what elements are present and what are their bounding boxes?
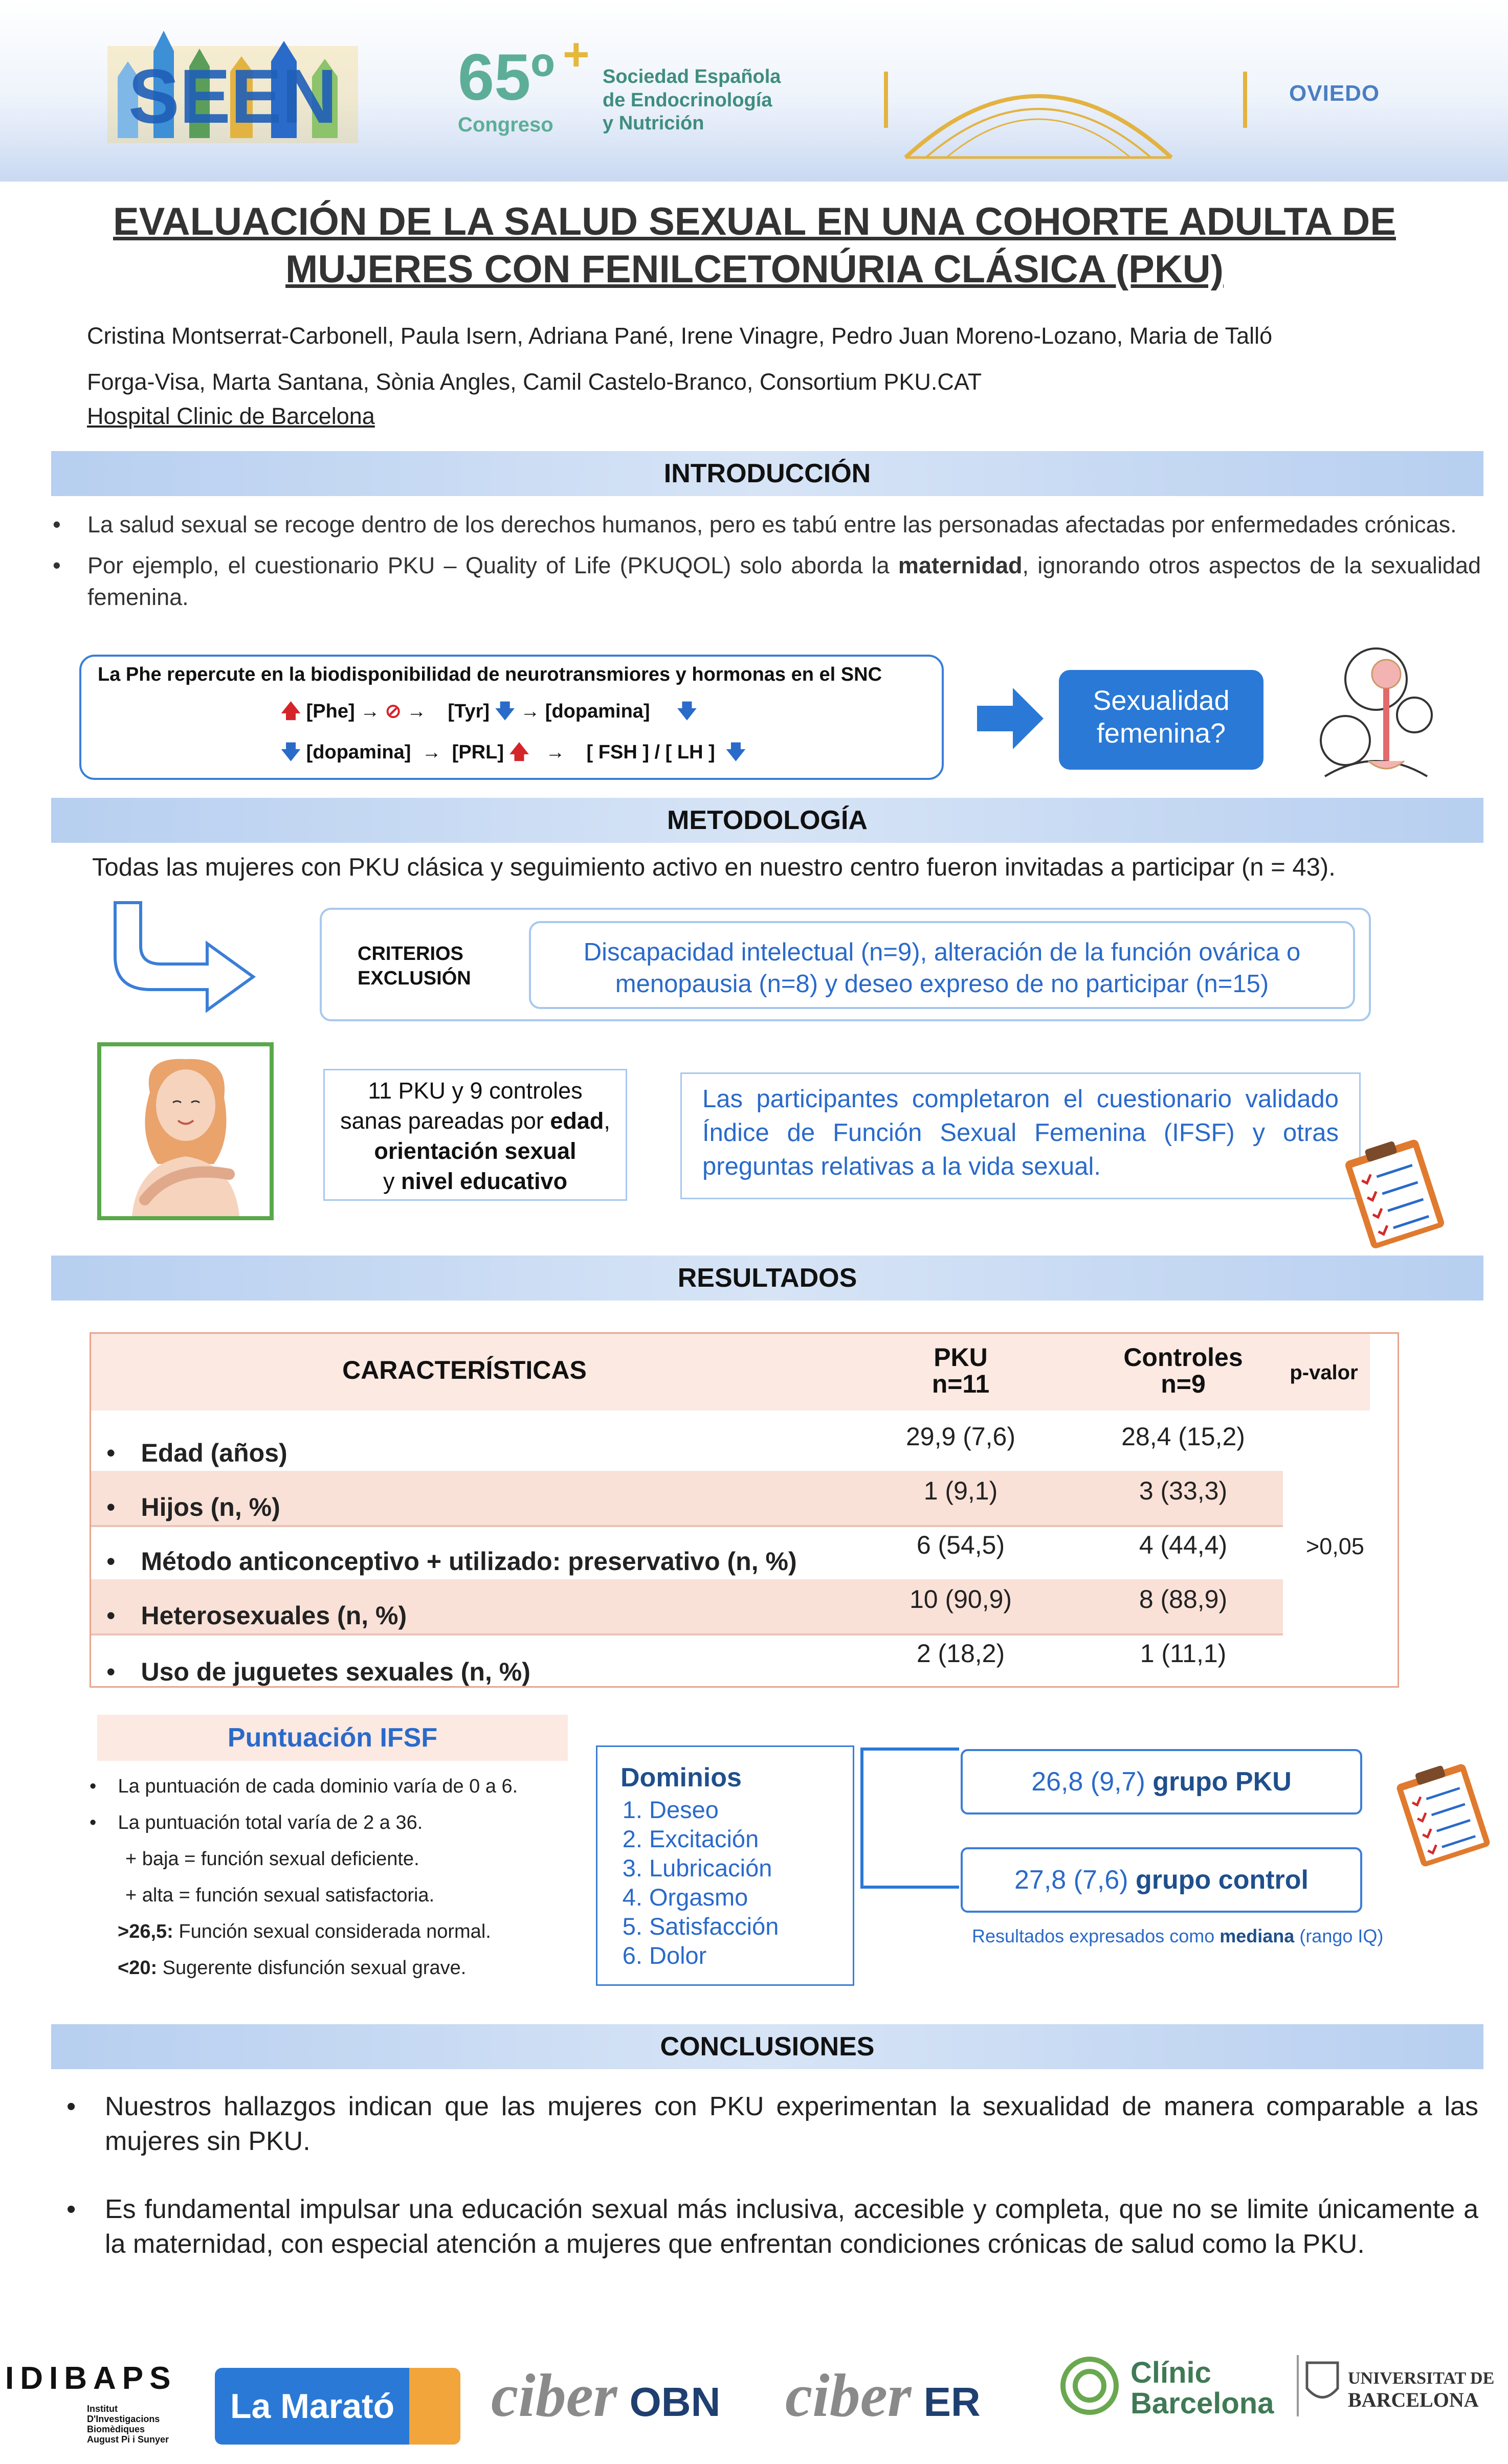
arrow-right-icon: → [520,701,540,722]
list-item: 3. Lubricación [649,1853,853,1883]
results-table [90,1332,1399,1688]
ifsf-description: • La puntuación de cada dominio varía de 0 a 6. • La puntuación total varía de 2 a 36. + baja = función sexual deficiente. + alta = función sexual satisfactoria. >26,5: Función sexual considerada normal. <20: Sugerente disfunción sexual grave. [90,1776,518,1979]
control-score-box: 27,8 (7,6) grupo control [961,1847,1362,1913]
table-row: • Heterosexuales (n, %) 10 (90,9) 8 (88,9) [91,1579,1283,1636]
right-arrow-icon [977,688,1044,749]
idibaps-subtitle: Institut D'Investigacions Biomèdiques August Pi i Sunyer [87,2404,169,2445]
clinic-logo: Clínic Barcelona [1130,2356,1274,2420]
arrow-right-icon: → [407,701,427,722]
list-item: 2. Excitación [649,1824,853,1853]
ciber-obn-logo: ciber OBN [491,2361,721,2429]
intro-bullet: • Por ejemplo, el cuestionario PKU – Quality of Life (PKUQOL) solo aborda la maternidad, ignorando otros aspectos de la sexualidad femenina. [49,550,1481,613]
criteria-label: CRITERIOS EXCLUSIÓN [358,943,471,989]
congreso-number: 65º [458,41,555,114]
section-heading-introduccion: INTRODUCCIÓN [51,451,1483,496]
conclusion-item: • Nuestros hallazgos indican que las mujeres con PKU experimentan la sexualidad de manera comparable a las mujeres sin PKU. [61,2089,1478,2159]
arrow-down-icon: 🡇 [281,742,301,763]
exclusion-text: Discapacidad intelectual (n=9), alteración de la función ovárica o menopausia (n=8) y deseo expreso de no participar (n=15) [529,921,1355,1009]
woman-hugging-icon [101,1046,270,1216]
col-header-controls: Controles n=9 [1123,1343,1243,1398]
conclusions [61,2089,1478,2295]
pku-score-box: 26,8 (9,7) grupo PKU [961,1749,1362,1815]
domains-title: Dominios [620,1763,742,1793]
participants-box: Las participantes completaron el cuestionario validado Índice de Función Sexual Femenina (IFSF) y otras preguntas relativas a la vida sexual. [680,1072,1361,1199]
header-divider-2 [1243,72,1247,128]
city-label: OVIEDO [1289,81,1380,106]
arrow-right-icon: → [360,701,380,722]
bracket-arrow-icon [859,1821,962,1897]
footer-divider [1297,2355,1299,2416]
pvalue: >0,05 [1306,1533,1364,1559]
arrow-right-icon: → [422,742,441,763]
building-arch-icon [895,55,1182,163]
results-note: Resultados expresados como mediana (rango IQ) [972,1925,1384,1946]
marato-3-icon [409,2368,460,2445]
arrow-down-icon: 🡇 [495,701,515,722]
col-header-pku: PKU n=11 [932,1343,990,1398]
section-heading-conclusiones: CONCLUSIONES [51,2024,1483,2069]
ub-logo: UNIVERSITAT DE BARCELONA [1348,2369,1495,2411]
phe-row-1: 🡅 [Phe] → ⊘ → [Tyr] 🡇 → [dopamina] 🡇 [281,701,697,722]
arrow-up-icon: 🡅 [509,742,529,763]
poster-header [0,0,1508,182]
congreso-badge [458,29,590,147]
methodology-text: Todas las mujeres con PKU clásica y seguimiento activo en nuestro centro fueron invitadas a participar (n = 43). [92,854,1336,881]
section-heading-resultados: RESULTADOS [51,1256,1483,1301]
marato-logo: La Marató [215,2368,460,2445]
ifsf-heading: Puntuación IFSF [97,1715,568,1761]
phe-title: La Phe repercute en la biodisponibilidad de neurotransmiores y hormonas en el SNC [98,664,882,685]
question-box: Sexualidad femenina? [1059,670,1263,770]
table-header [91,1334,1370,1410]
poster-title: EVALUACIÓN DE LA SALUD SEXUAL EN UNA COHORTE ADULTA DE MUJERES CON FENILCETONÚRIA CLÁSICA (PKU) [113,200,1396,291]
clinic-logo-icon [1056,2353,1123,2419]
affiliation: Hospital Clinic de Barcelona [87,403,375,429]
congreso-label: Congreso [458,114,553,136]
brain-woman-icon [1310,643,1443,787]
list-item: 6. Dolor [649,1941,853,1970]
clipboard-icon [1389,1754,1497,1872]
conclusion-item: • Es fundamental impulsar una educación sexual más inclusiva, accesible y completa, que no se limite únicamente a la maternidad, con especial atención a mujeres que enfrentan condiciones crónicas de salud como la PKU. [61,2192,1478,2261]
idibaps-logo: IDIBAPS [5,2361,177,2396]
phe-row-2: 🡇 [dopamina] → [PRL] 🡅 → [ FSH ] / [ LH ] 🡇 [281,742,746,763]
arrow-down-icon: 🡇 [677,701,697,722]
blocked-icon: ⊘ [385,701,402,722]
table-row: • Edad (años) 29,9 (7,6) 28,4 (15,2) [91,1417,1283,1473]
phe-mechanism-box [79,655,944,780]
sample-box: 11 PKU y 9 controles sanas pareadas por edad, orientación sexual y nivel educativo [323,1069,627,1201]
intro-bullets [49,509,1481,622]
col-header-pvalue: p-valor [1290,1361,1358,1384]
header-divider [884,72,888,128]
col-header-characteristics: CARACTERÍSTICAS [342,1356,587,1384]
ciber-er-logo: ciber ER [785,2361,981,2429]
woman-illustration [97,1042,274,1220]
table-row: • Uso de juguetes sexuales (n, %) 2 (18,2) 1 (11,1) [91,1633,1283,1690]
author-list: Cristina Montserrat-Carbonell, Paula Isern, Adriana Pané, Irene Vinagre, Pedro Juan Moreno-Lozano, Maria de Talló Forga-Visa, Marta Santana, Sònia Angles, Camil Castelo-Branco, Consortium PKU.CAT [87,323,1273,395]
exclusion-criteria-box [320,908,1371,1021]
seen-logo [107,20,358,159]
bracket-arrow-icon [859,1744,962,1826]
domains-box [596,1745,854,1986]
list-item: 1. Deseo [649,1795,853,1824]
section-heading-metodologia: METODOLOGÍA [51,798,1483,843]
table-row: • Método anticonceptivo + utilizado: preservativo (n, %) 6 (54,5) 4 (44,4) [91,1525,1283,1581]
curved-arrow-icon [105,900,258,1028]
intro-bullet: • La salud sexual se recoge dentro de los derechos humanos, pero es tabú entre las personadas afectadas por enfermedades crónicas. [49,509,1481,541]
society-name: Sociedad Española de Endocrinología y Nutrición [603,66,781,135]
list-item: 5. Satisfacción [649,1912,853,1941]
table-row: • Hijos (n, %) 1 (9,1) 3 (33,3) [91,1471,1283,1527]
arrow-up-icon: 🡅 [281,701,301,722]
footer-logos [0,2329,1508,2464]
arrow-down-icon: 🡇 [725,742,746,763]
ub-shield-icon [1304,2360,1340,2406]
arrow-right-icon: → [545,742,565,763]
list-item: 4. Orgasmo [649,1883,853,1912]
plus-icon: + [563,29,590,80]
svg-text:SEEN: SEEN [128,53,338,139]
